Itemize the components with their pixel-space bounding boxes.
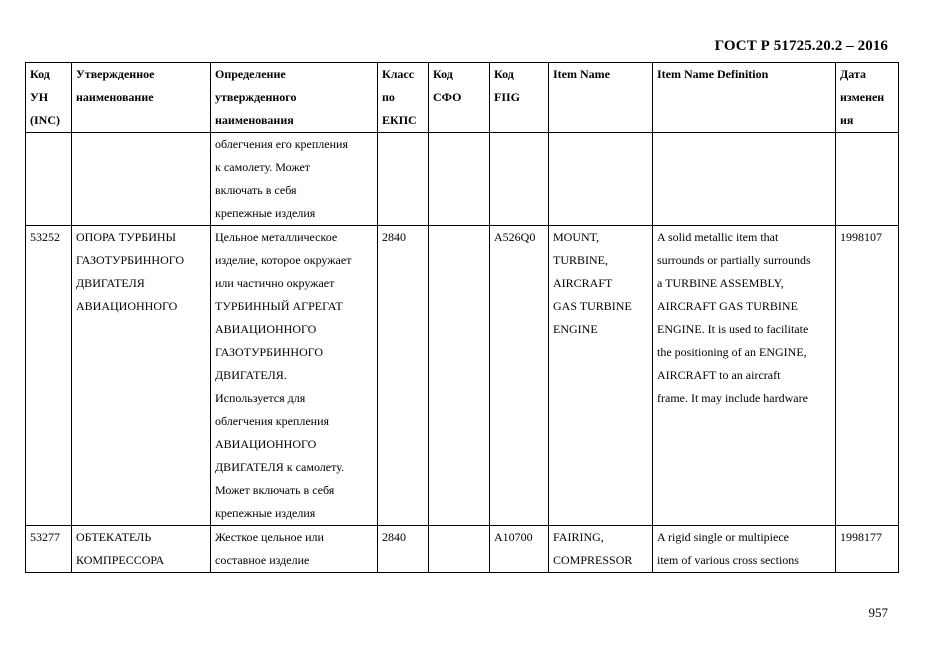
cell-line: АВИАЦИОННОГО bbox=[76, 299, 178, 313]
header-line: УН bbox=[30, 90, 49, 104]
definition-cell bbox=[211, 226, 378, 526]
cell-line: AIRCRAFT bbox=[553, 276, 613, 290]
cell-line: 2840 bbox=[382, 230, 406, 244]
cell-line: A526Q0 bbox=[494, 230, 536, 244]
cell-line: крепежные изделия bbox=[215, 506, 316, 520]
cell-line: или частично окружает bbox=[215, 276, 335, 290]
cell-line: ГАЗОТУРБИННОГО bbox=[215, 345, 324, 359]
item-definition-cell bbox=[653, 133, 836, 226]
class-cell bbox=[378, 226, 429, 526]
header-line: по bbox=[382, 90, 395, 104]
cell-line: GAS TURBINE bbox=[553, 299, 632, 313]
cell-line: A rigid single or multipiece bbox=[657, 530, 789, 544]
header-line: Код bbox=[30, 67, 50, 81]
change-date-cell bbox=[836, 226, 899, 526]
column-date-header bbox=[836, 63, 899, 133]
class-cell bbox=[378, 526, 429, 573]
item-definition-cell bbox=[653, 526, 836, 573]
header-line: Утвержденное bbox=[76, 67, 155, 81]
column-item-definition-header bbox=[653, 63, 836, 133]
cell-line: surrounds or partially surrounds bbox=[657, 253, 811, 267]
inc-code-cell bbox=[26, 526, 72, 573]
cell-line: AIRCRAFT GAS TURBINE bbox=[657, 299, 798, 313]
change-date-cell bbox=[836, 133, 899, 226]
cell-line: изделие, которое окружает bbox=[215, 253, 352, 267]
header-line: (INC) bbox=[30, 113, 60, 127]
cell-line: ГАЗОТУРБИННОГО bbox=[76, 253, 185, 267]
column-inc-header bbox=[26, 63, 72, 133]
cell-line: 53277 bbox=[30, 530, 60, 544]
cell-line: ENGINE bbox=[553, 322, 598, 336]
cell-line: ДВИГАТЕЛЯ bbox=[76, 276, 145, 290]
item-name-cell bbox=[549, 133, 653, 226]
cell-line: облегчения его крепления bbox=[215, 137, 348, 151]
item-definition-cell bbox=[653, 226, 836, 526]
cell-line: АВИАЦИОННОГО bbox=[215, 437, 317, 451]
class-cell bbox=[378, 133, 429, 226]
definition-cell bbox=[211, 526, 378, 573]
cell-line: 1998177 bbox=[840, 530, 882, 544]
fiig-code-cell bbox=[490, 526, 549, 573]
change-date-cell bbox=[836, 526, 899, 573]
header-line: Класс bbox=[382, 67, 415, 81]
cell-line: a TURBINE ASSEMBLY, bbox=[657, 276, 784, 290]
cell-line: FAIRING, bbox=[553, 530, 604, 544]
table-row bbox=[26, 526, 899, 573]
cell-line: frame. It may include hardware bbox=[657, 391, 808, 405]
header-line: СФО bbox=[433, 90, 462, 104]
item-name-table bbox=[25, 62, 899, 573]
cell-line: ОБТЕКАТЕЛЬ bbox=[76, 530, 152, 544]
approved-name-cell bbox=[72, 526, 211, 573]
header-line: Код bbox=[433, 67, 453, 81]
item-name-cell bbox=[549, 226, 653, 526]
cell-line: Цельное металлическое bbox=[215, 230, 338, 244]
table-row bbox=[26, 226, 899, 526]
fiig-code-cell bbox=[490, 133, 549, 226]
cell-line: COMPRESSOR bbox=[553, 553, 633, 567]
cell-line: MOUNT, bbox=[553, 230, 600, 244]
sfo-code-cell bbox=[429, 133, 490, 226]
header-line: наименование bbox=[76, 90, 154, 104]
cell-line: 1998107 bbox=[840, 230, 882, 244]
cell-line: item of various cross sections bbox=[657, 553, 799, 567]
header-line: Дата bbox=[840, 67, 866, 81]
cell-line: A10700 bbox=[494, 530, 533, 544]
table-header-row bbox=[26, 63, 899, 133]
header-line: ия bbox=[840, 113, 854, 127]
cell-line: ENGINE. It is used to facilitate bbox=[657, 322, 809, 336]
cell-line: АВИАЦИОННОГО bbox=[215, 322, 317, 336]
cell-line: Может включать в себя bbox=[215, 483, 335, 497]
header-line: изменен bbox=[840, 90, 885, 104]
cell-line: ТУРБИННЫЙ АГРЕГАТ bbox=[215, 299, 343, 313]
cell-line: к самолету. Может bbox=[215, 160, 311, 174]
cell-line: ДВИГАТЕЛЯ к самолету. bbox=[215, 460, 345, 474]
cell-line: AIRCRAFT to an aircraft bbox=[657, 368, 781, 382]
inc-code-cell bbox=[26, 226, 72, 526]
column-approved-name-header bbox=[72, 63, 211, 133]
column-fiig-header bbox=[490, 63, 549, 133]
cell-line: ДВИГАТЕЛЯ. bbox=[215, 368, 287, 382]
header-line: ЕКПС bbox=[382, 113, 417, 127]
cell-line: составное изделие bbox=[215, 553, 310, 567]
column-definition-header bbox=[211, 63, 378, 133]
cell-line: ОПОРА ТУРБИНЫ bbox=[76, 230, 176, 244]
header-line: Код bbox=[494, 67, 514, 81]
approved-name-cell bbox=[72, 226, 211, 526]
fiig-code-cell bbox=[490, 226, 549, 526]
column-item-name-header bbox=[549, 63, 653, 133]
cell-line: включать в себя bbox=[215, 183, 297, 197]
cell-line: 2840 bbox=[382, 530, 406, 544]
cell-line: Жесткое цельное или bbox=[215, 530, 324, 544]
cell-line: the positioning of an ENGINE, bbox=[657, 345, 807, 359]
sfo-code-cell bbox=[429, 226, 490, 526]
page-number: 957 bbox=[868, 605, 888, 620]
header-line: утвержденного bbox=[215, 90, 297, 104]
cell-line: 53252 bbox=[30, 230, 60, 244]
table-body bbox=[26, 133, 899, 573]
approved-name-cell bbox=[72, 133, 211, 226]
item-name-cell bbox=[549, 526, 653, 573]
document-standard-header: ГОСТ Р 51725.20.2 – 2016 bbox=[714, 38, 888, 54]
header-line: Item Name bbox=[553, 67, 610, 81]
cell-line: облегчения крепления bbox=[215, 414, 330, 428]
cell-line: A solid metallic item that bbox=[657, 230, 779, 244]
table-row bbox=[26, 133, 899, 226]
header-line: Item Name Definition bbox=[657, 67, 769, 81]
column-sfo-header bbox=[429, 63, 490, 133]
cell-line: крепежные изделия bbox=[215, 206, 316, 220]
column-class-header bbox=[378, 63, 429, 133]
cell-line: TURBINE, bbox=[553, 253, 608, 267]
header-line: FIIG bbox=[494, 90, 521, 104]
inc-code-cell bbox=[26, 133, 72, 226]
sfo-code-cell bbox=[429, 526, 490, 573]
cell-line: КОМПРЕССОРА bbox=[76, 553, 165, 567]
header-line: Определение bbox=[215, 67, 286, 81]
header-line: наименования bbox=[215, 113, 294, 127]
definition-cell bbox=[211, 133, 378, 226]
cell-line: Используется для bbox=[215, 391, 306, 405]
